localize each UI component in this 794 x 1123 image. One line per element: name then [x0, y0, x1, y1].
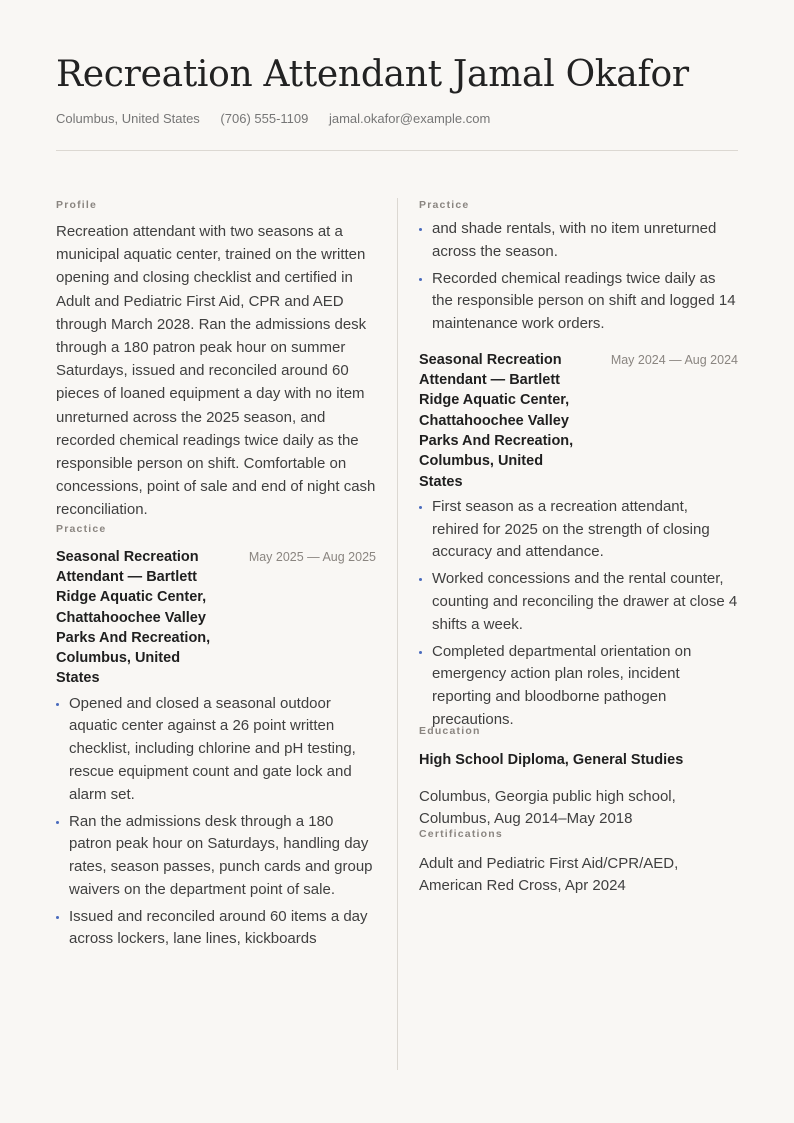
section-heading-text: Certifications [419, 827, 503, 840]
left-column [56, 198, 376, 955]
contact-email: jamal.okafor@example.com [328, 111, 491, 126]
education-detail: Columbus, Georgia public high school, Columbus, Aug 2014–May 2018 [419, 787, 676, 828]
job-bullets [419, 496, 738, 732]
job-dates: May 2025 — Aug 2025 [248, 549, 376, 564]
practice-section-right [419, 198, 738, 732]
job-title: Seasonal Recreation Attendant — Bartlett Ridge Aquatic Center, Chattahoochee Valley Parks And Recreation, Columbus, United States [56, 548, 211, 687]
certification-item: Adult and Pediatric First Aid/CPR/AED, American Red Cross, Apr 2024 [419, 854, 679, 895]
profile-section [56, 198, 376, 522]
section-heading-text: Education [419, 724, 481, 737]
list-item: Completed departmental orientation on emergency action plan roles, incident reporting and bloodborne pathogen precautions. [419, 641, 738, 732]
list-item: and shade rentals, with no item unreturned across the season. [419, 218, 738, 263]
section-heading-text: Profile [56, 199, 98, 211]
section-heading-text: Practice [56, 522, 107, 535]
resume-page [56, 0, 738, 1123]
job-header [56, 547, 376, 689]
education-degree: High School Diploma, General Studies [419, 751, 684, 768]
job-dates: May 2024 — Aug 2024 [610, 352, 738, 367]
section-heading-practice-continued [419, 198, 738, 212]
job-header [419, 350, 738, 492]
section-heading-profile [56, 198, 376, 212]
contact-line [56, 111, 507, 126]
candidate-name: Recreation Attendant Jamal Okafor [56, 54, 689, 95]
list-item: Opened and closed a seasonal outdoor aquatic center against a 26 point written checklist, including chlorine and pH testing, rescue equipment count and gate lock and alarm set. [56, 693, 376, 807]
job-title: Seasonal Recreation Attendant — Bartlett Ridge Aquatic Center, Chattahoochee Valley Parks And Recreation, Columbus, United States [419, 351, 574, 490]
list-item: Recorded chemical readings twice daily as the responsible person on shift and logged 14 maintenance work orders. [419, 268, 738, 336]
list-item: First season as a recreation attendant, rehired for 2025 on the strength of closing accuracy and attendance. [419, 496, 738, 564]
list-item: Ran the admissions desk through a 180 patron peak hour on Saturdays, handling day rates, season passes, punch cards and group waivers on the department point of sale. [56, 811, 376, 902]
continued-bullets [419, 218, 738, 336]
section-heading-text: Practice [419, 199, 470, 211]
practice-section-left [56, 522, 376, 951]
job-bullets [56, 693, 376, 951]
profile-text: Recreation attendant with two seasons at a municipal aquatic center, trained on the written opening and closing checklist and certified in Adult and Pediatric First Aid, CPR and AED through March 2028. Ran the admissions desk through a 180 patron peak hour on summer Saturdays, issued and reconciled around 60 pieces of loaned equipment a day with no item unreturned across the 2025 season, and recorded chemical readings twice daily as the responsible person on shift. Comfortable on concessions, point of sale and end of night cash reconciliation. [56, 223, 376, 519]
list-item: Issued and reconciled around 60 items a day across lockers, lane lines, kickboards [56, 906, 376, 951]
certifications-section [419, 827, 738, 898]
section-heading-practice [56, 522, 376, 536]
contact-phone: (706) 555-1109 [220, 111, 309, 126]
right-column [419, 198, 738, 898]
header-divider [56, 150, 738, 151]
contact-location: Columbus, United States [56, 111, 200, 126]
list-item: Worked concessions and the rental counter, counting and reconciling the drawer at close 4 shifts a week. [419, 568, 738, 636]
column-divider [397, 198, 398, 1070]
education-section [419, 724, 738, 831]
